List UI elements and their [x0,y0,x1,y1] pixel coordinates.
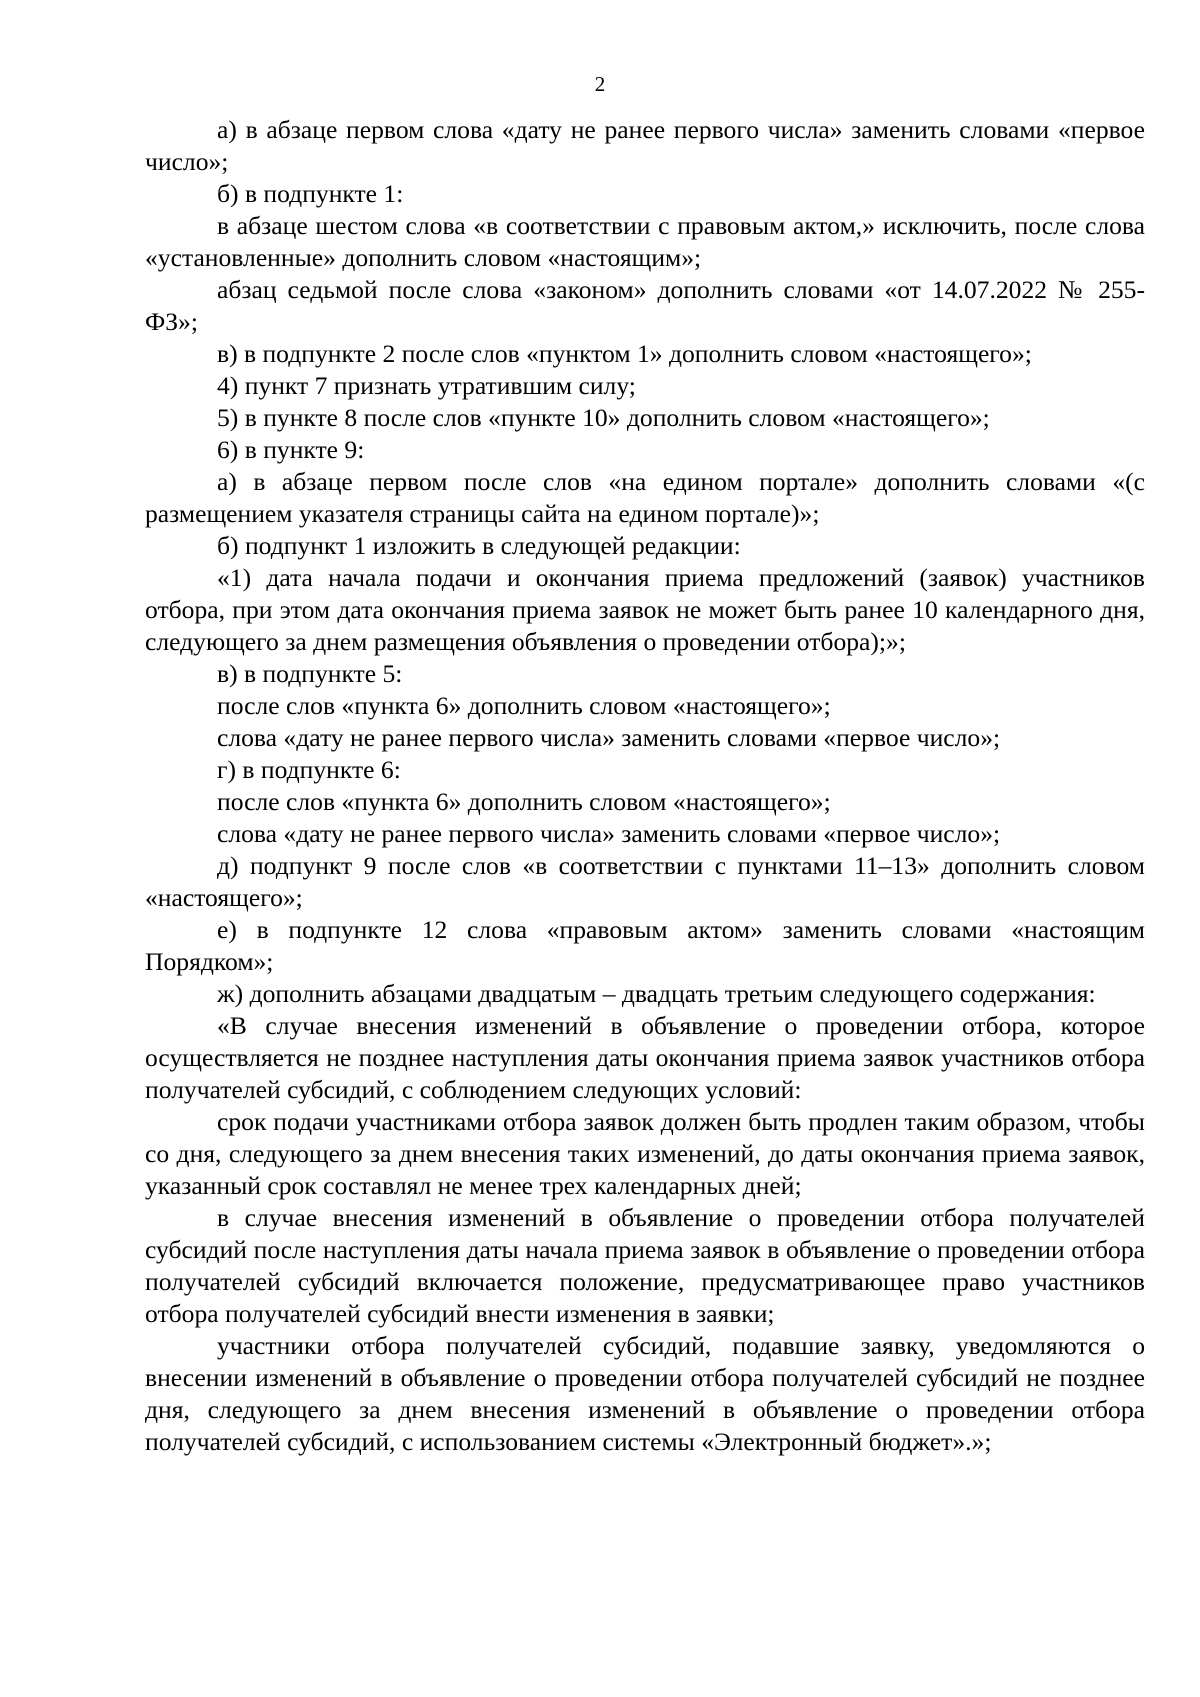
paragraph: б) подпункт 1 изложить в следующей редакции: [217,531,741,560]
paragraph: 4) пункт 7 признать утратившим силу; [217,371,636,400]
page-number: 2 [594,72,606,96]
paragraph: в) в подпункте 2 после слов «пунктом 1» дополнить словом «настоящего»; [217,339,1032,368]
paragraph: срок подачи участниками отбора заявок должен быть продлен таким образом, чтобы со дня, следующего за днем внесения таких изменений, до даты окончания приема заявок, указанный срок составлял не менее трех календарных дней; [145,1107,1145,1200]
paragraph: г) в подпункте 6: [217,755,401,784]
paragraph: в случае внесения изменений в объявление о проведении отбора получателей субсидий после наступления даты начала приема заявок в объявление о проведении отбора получателей субсидий включается положение, предусматривающее право участников отбора получателей субсидий внести изменения в заявки; [145,1203,1145,1328]
paragraph: 5) в пункте 8 после слов «пункте 10» дополнить словом «настоящего»; [217,403,990,432]
paragraph: слова «дату не ранее первого числа» заменить словами «первое число»; [217,723,1001,752]
paragraph: после слов «пункта 6» дополнить словом «настоящего»; [217,691,831,720]
paragraph: ж) дополнить абзацами двадцатым – двадцать третьим следующего содержания: [217,979,1096,1008]
paragraph: в абзаце шестом слова «в соответствии с правовым актом,» исключить, после слова «установленные» дополнить словом «настоящим»; [145,211,1145,272]
paragraph: е) в подпункте 12 слова «правовым актом» заменить словами «настоящим Порядком»; [145,915,1145,976]
paragraph: 6) в пункте 9: [217,435,365,464]
paragraph: б) в подпункте 1: [217,179,404,208]
paragraph: а) в абзаце первом после слов «на едином портале» дополнить словами «(с размещением указателя страницы сайта на едином портале)»; [145,467,1145,528]
paragraph: в) в подпункте 5: [217,659,403,688]
paragraph: абзац седьмой после слова «законом» дополнить словами «от 14.07.2022 № 255-ФЗ»; [145,275,1145,336]
paragraph: участники отбора получателей субсидий, подавшие заявку, уведомляются о внесении изменений в объявление о проведении отбора получателей субсидий не позднее дня, следующего за днем внесения изменений в объявление о проведении отбора получателей субсидий, с использованием системы «Электронный бюджет».»; [145,1331,1145,1456]
paragraph: после слов «пункта 6» дополнить словом «настоящего»; [217,787,831,816]
paragraph: «В случае внесения изменений в объявление о проведении отбора, которое осуществляется не позднее наступления даты окончания приема заявок участников отбора получателей субсидий, с соблюдением следующих условий: [145,1011,1145,1104]
paragraph: д) подпункт 9 после слов «в соответствии с пунктами 11–13» дополнить словом «настоящего»; [145,851,1145,912]
paragraph: «1) дата начала подачи и окончания приема предложений (заявок) участников отбора, при этом дата окончания приема заявок не может быть ранее 10 календарного дня, следующего за днем размещения объявления о проведении отбора);»; [145,563,1145,656]
paragraph: слова «дату не ранее первого числа» заменить словами «первое число»; [217,819,1001,848]
paragraph: а) в абзаце первом слова «дату не ранее первого числа» заменить словами «первое число»; [145,115,1145,176]
document-body [145,114,1145,1458]
